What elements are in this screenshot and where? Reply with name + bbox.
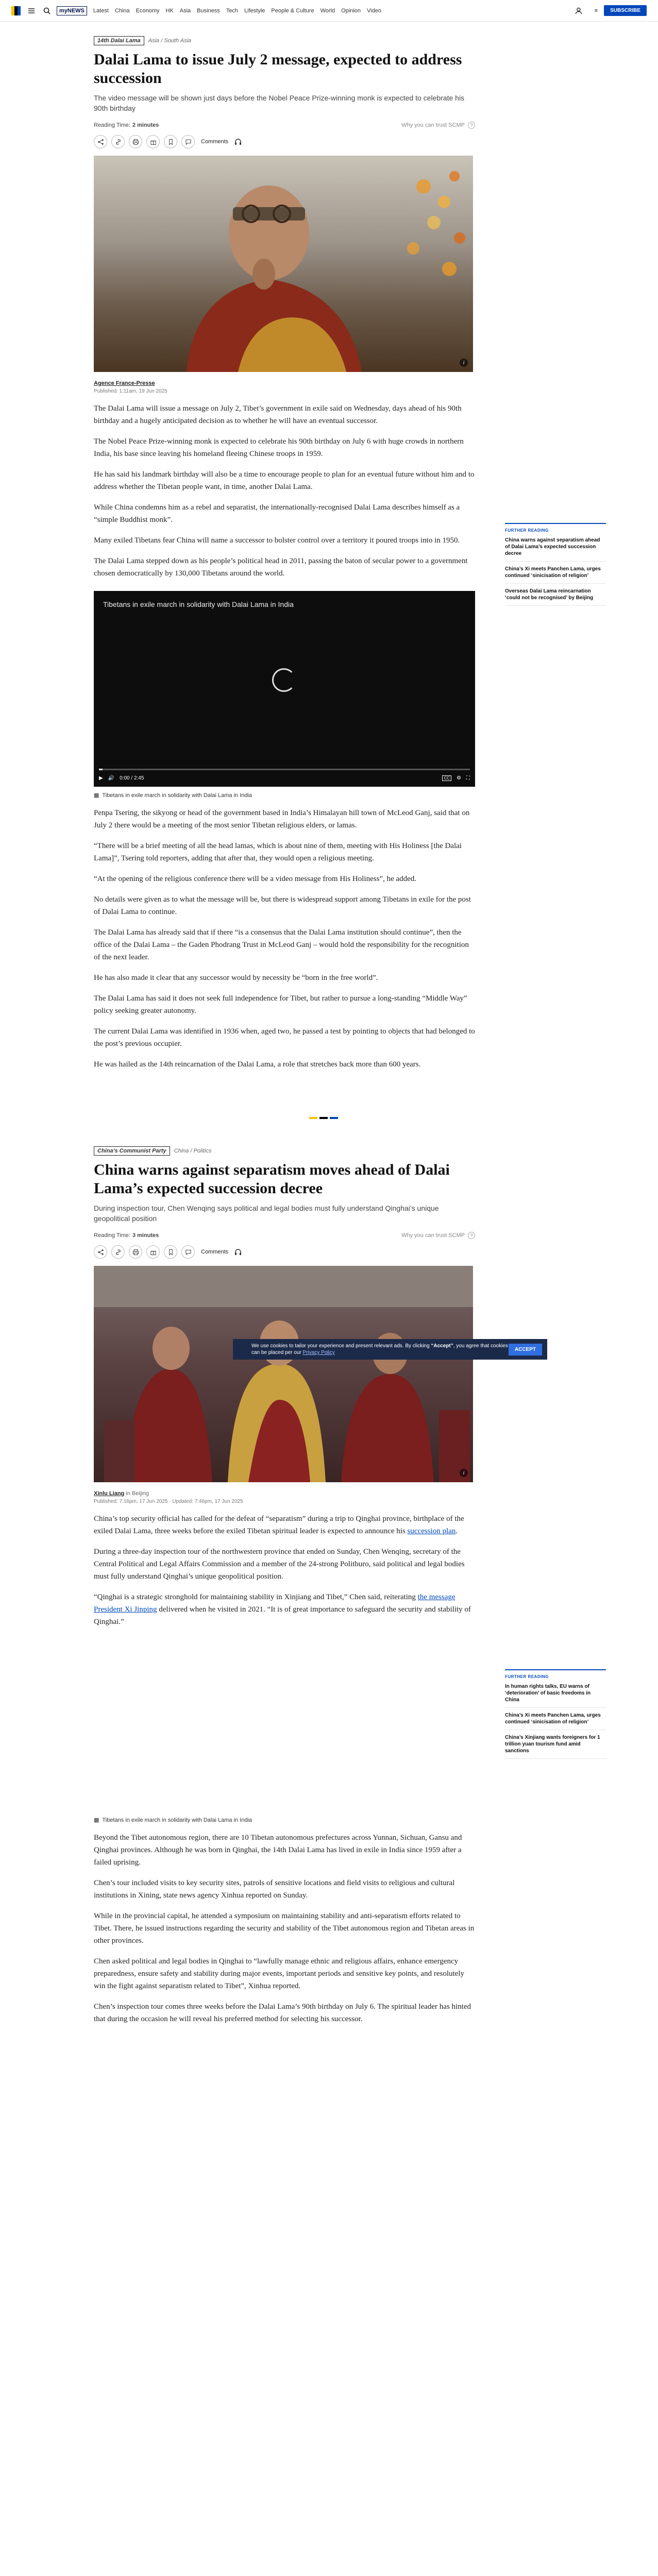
top-navigation xyxy=(0,0,658,22)
further-reading-sidebar xyxy=(505,1669,606,1759)
video-caption: Tibetans in exile march in solidarity with Dalai Lama in India xyxy=(102,1817,252,1823)
topic-tag[interactable]: 14th Dalai Lama xyxy=(94,36,144,45)
author-location: in Beijing xyxy=(126,1490,149,1497)
article-paragraph: The Nobel Peace Prize-winning monk is expected to celebrate his 90th birthday on July 6 with huge crowds in northern India, his base since leaving his homeland fleeing Chinese troops in 1959. xyxy=(94,437,464,458)
comment-icon[interactable] xyxy=(181,1245,195,1259)
search-icon[interactable] xyxy=(41,5,53,16)
volume-icon[interactable]: 🔊 xyxy=(108,775,115,781)
nav-link[interactable]: Tech xyxy=(226,7,239,14)
article-paragraph: Chen’s tour included visits to key security sites, patrols of sensitive locations and field visits to religious and cultural institutions in Xining, state news agency Xinhua reported on Sunday. xyxy=(94,1879,455,1900)
user-icon[interactable] xyxy=(573,5,584,16)
further-reading-item[interactable]: China warns against separatism ahead of Dalai Lama’s expected succession decree xyxy=(505,533,606,562)
breadcrumb xyxy=(94,36,568,45)
subscribe-button[interactable]: SUBSCRIBE xyxy=(604,5,647,16)
play-icon[interactable]: ▶ xyxy=(99,775,103,781)
gift-icon[interactable] xyxy=(146,1245,160,1259)
reading-time-value: 3 minutes xyxy=(132,1232,159,1239)
captions-icon[interactable]: CC xyxy=(442,775,451,781)
article-paragraph: While in the provincial capital, he attended a symposium on maintaining stability and anti-separatism efforts related to Tibet. There, he issued instructions regarding the security and stability of the Tibet autonomous region and Tibetan areas in other provinces. xyxy=(94,1912,475,1945)
nav-link[interactable]: Economy xyxy=(136,7,160,14)
article-paragraph: “Qinghai is a strategic stronghold for maintaining stability in Xinjiang and Tibet,” Chen said, reiterating the message President Xi Jinping delivered when he visited in 2021. “It is of great importance to safeguard the security and stability of Qinghai.” xyxy=(94,1593,471,1626)
headphones-icon[interactable] xyxy=(232,136,244,147)
nav-link[interactable]: Lifestyle xyxy=(244,7,265,14)
article-paragraph: Chen asked political and legal bodies in Qinghai to “lawfully manage ethnic and religious affairs, enhance emergency preparedness, ensure safety and stability during major events, important periods and sensitive key points, and resolutely win the fight against separatism related to Tibet”, Xinhua reported. xyxy=(94,1957,464,1990)
share-icon[interactable] xyxy=(94,1245,107,1259)
article-end-marker xyxy=(309,1117,338,1119)
topic-tag[interactable]: China’s Communist Party xyxy=(94,1146,170,1156)
link-icon[interactable] xyxy=(111,1245,125,1259)
headphones-icon[interactable] xyxy=(232,1246,244,1258)
article-standfirst: During inspection tour, Chen Wenqing says political and legal bodies must fully understand Qinghai’s unique geopolitical position xyxy=(94,1204,439,1223)
share-toolbar xyxy=(94,135,568,148)
published-date: Published: 1:11am, 19 Jun 2025 xyxy=(94,388,167,394)
bookmark-icon[interactable] xyxy=(164,135,177,148)
question-icon[interactable]: ? xyxy=(468,1232,475,1239)
published-date: Published: 7:16pm, 17 Jun 2025 · Updated: 7:46pm, 17 Jun 2025 xyxy=(94,1499,243,1504)
trust-link[interactable]: Why you can trust SCMP xyxy=(401,122,465,128)
sidebar-label: FURTHER READING xyxy=(505,528,549,533)
share-toolbar xyxy=(94,1245,568,1259)
settings-gear-icon[interactable]: ⚙ xyxy=(457,775,461,781)
hero-photo-dalai-lama xyxy=(94,156,473,372)
inline-article-link[interactable]: the message President Xi Jinping xyxy=(94,1593,455,1614)
fullscreen-icon[interactable]: ⛶ xyxy=(466,775,470,781)
print-icon[interactable] xyxy=(129,135,142,148)
article-paragraph: “There will be a brief meeting of all the head lamas, which is about nine of them, meeting with His Holiness [the Dalai Lama]”, Tsering told reporters, adding that after that, they would open a religious meeting. xyxy=(94,842,462,862)
article-paragraph: The Dalai Lama has said it does not seek full independence for Tibet, but rather to pursue a long-standing “Middle Way” policy seeking greater autonomy. xyxy=(94,994,467,1015)
loading-spinner-icon xyxy=(272,668,296,692)
further-reading-item[interactable]: China’s Xi meets Panchen Lama, urges continued ‘sinicisation of religion’ xyxy=(505,1708,606,1730)
nav-link[interactable]: Opinion xyxy=(341,7,361,14)
article-paragraph: While China condemns him as a rebel and separatist, the internationally-recognised Dalai Lama describes himself as a “simple Buddhist monk”. xyxy=(94,503,460,524)
article-paragraph: Penpa Tsering, the sikyong or head of the government based in India’s Himalayan hill town of McLeod Ganj, said that on July 2 there would be a meeting of the most senior Tibetan religious elders, or lamas. xyxy=(94,809,470,829)
article-paragraph: Chen’s inspection tour comes three weeks before the Dalai Lama’s 90th birthday on July 6. The spiritual leader has hinted that during the occasion he will reveal his preferred method for selecting his successor. xyxy=(94,2003,471,2023)
article-paragraph: Beyond the Tibet autonomous region, there are 10 Tibetan autonomous prefectures across Yunnan, Sichuan, Gansu and Qinghai provinces. Although he was born in Qinghai, the 14th Dalai Lama has lived in exile in India since 1959 after a failed uprising. xyxy=(94,1834,462,1867)
video-player[interactable] xyxy=(94,591,475,787)
share-icon[interactable] xyxy=(94,135,107,148)
hero-illustration xyxy=(94,1266,473,1482)
nav-link[interactable]: Asia xyxy=(179,7,191,14)
article-body-continued xyxy=(94,1832,568,2025)
reading-time-value: 2 minutes xyxy=(132,122,159,128)
further-reading-item[interactable]: Overseas Dalai Lama reincarnation ‘could not be recognised’ by Beijing xyxy=(505,584,606,606)
hero-illustration xyxy=(94,156,473,372)
further-reading-item[interactable]: In human rights talks, EU warns of ‘deterioration’ of basic freedoms in China xyxy=(505,1679,606,1708)
article-paragraph: He has said his landmark birthday will also be a time to encourage people to plan for an eventual future without him and to address whether the Tibetan people want, in time, another Dalai Lama. xyxy=(94,470,475,491)
article-paragraph: He was hailed as the 14th reincarnation of the Dalai Lama, a role that stretches back more than 600 years. xyxy=(94,1060,421,1069)
nav-link[interactable]: Video xyxy=(367,7,381,14)
nav-links xyxy=(93,8,381,14)
cookie-text: We use cookies to tailor your experience and present relevant ads. By clicking “Accept”, you agree that cookies can be placed per our Privacy Policy xyxy=(251,1343,508,1355)
article-body xyxy=(94,1513,568,1628)
reading-time-label: Reading Time: xyxy=(94,1232,130,1239)
article-paragraph: The Dalai Lama will issue a message on July 2, Tibet’s government in exile said on Wednesday, days ahead of his 90th birthday and a hugely anticipated decision as to whether he will have an eventual successor. xyxy=(94,404,462,425)
nav-link[interactable]: World xyxy=(320,7,335,14)
article-paragraph: “At the opening of the religious conference there will be a video message from His Holiness”, he added. xyxy=(94,875,417,883)
link-icon[interactable] xyxy=(111,135,125,148)
comments-link[interactable]: Comments xyxy=(201,139,229,145)
photo-info-icon[interactable]: i xyxy=(460,1469,468,1477)
article-title: Dalai Lama to issue July 2 message, expected to address succession xyxy=(94,51,462,87)
menu-icon[interactable] xyxy=(26,5,37,16)
trust-link[interactable]: Why you can trust SCMP xyxy=(401,1232,465,1239)
article-paragraph: The Dalai Lama has already said that if there “is a consensus that the Dalai Lama institution should continue”, then the office of the Dalai Lama – the Gaden Phodrang Trust in McLeod Ganj – would hold the responsibility for the recognition of the next leader. xyxy=(94,928,469,961)
article-paragraph: No details were given as to what the message will be, but there is widespread support among Tibetans in exile for the post of Dalai Lama to continue. xyxy=(94,895,471,916)
inline-article-link[interactable]: succession plan xyxy=(407,1527,456,1535)
video-caption: Tibetans in exile march in solidarity with Dalai Lama in India xyxy=(102,792,252,799)
video-title: Tibetans in exile march in solidarity with Dalai Lama in India xyxy=(103,600,294,608)
nav-link[interactable]: China xyxy=(114,7,130,14)
article-paragraph: During a three-day inspection tour of the northwestern province that ended on Sunday, Chen Wenqing, secretary of the Central Political and Legal Affairs Commission and a member of the 24-strong Politburo, said political and legal bodies must fully understand Qinghai’s unique geopolitical position. xyxy=(94,1548,465,1581)
cookie-consent-banner xyxy=(233,1339,547,1360)
author-name[interactable]: Xinlu Liang xyxy=(94,1490,125,1497)
further-reading-sidebar xyxy=(505,523,606,606)
section-link[interactable]: China / Politics xyxy=(174,1148,212,1154)
comments-link[interactable]: Comments xyxy=(201,1249,229,1255)
print-icon[interactable] xyxy=(129,1245,142,1259)
article-standfirst: The video message will be shown just days before the Nobel Peace Prize-winning monk is expected to celebrate his 90th birthday xyxy=(94,94,465,112)
article-paragraph: The Dalai Lama stepped down as his people’s political head in 2011, passing the baton of secular power to a government chosen democratically by 130,000 Tibetans around the world. xyxy=(94,557,468,578)
gift-icon[interactable] xyxy=(146,135,160,148)
bookmark-icon[interactable] xyxy=(164,1245,177,1259)
article-dalai-lama-message xyxy=(94,36,568,1071)
nav-link[interactable]: HK xyxy=(165,7,174,14)
breadcrumb xyxy=(94,1146,568,1156)
comment-icon[interactable] xyxy=(181,135,195,148)
article-paragraph: Many exiled Tibetans fear China will name a successor to bolster control over a territory it poured troops into in 1950. xyxy=(94,536,460,545)
article-body-continued xyxy=(94,807,568,1071)
author-name[interactable]: Agence France-Presse xyxy=(94,380,155,386)
edition-menu-icon[interactable]: ≡ xyxy=(594,7,598,14)
nav-link[interactable]: Business xyxy=(197,7,220,14)
video-camera-icon: ▩ xyxy=(94,792,99,799)
article-paragraph: He has also made it clear that any successor would by necessity be “born in the free world”. xyxy=(94,974,378,982)
article-china-separatism xyxy=(94,1146,568,2025)
nav-link[interactable]: People & Culture xyxy=(271,7,314,14)
further-reading-item[interactable]: China’s Xinjiang wants foreigners for 1 trillion yuan tourism fund amid sanctions xyxy=(505,1730,606,1759)
nav-link[interactable]: Latest xyxy=(93,7,109,14)
cookie-accept-button[interactable]: ACCEPT xyxy=(509,1344,542,1355)
video-camera-icon: ▩ xyxy=(94,1817,99,1823)
further-reading-item[interactable]: China’s Xi meets Panchen Lama, urges continued ‘sinicisation of religion’ xyxy=(505,562,606,584)
video-placeholder xyxy=(94,1636,475,1811)
section-link[interactable]: Asia / South Asia xyxy=(148,38,192,44)
question-icon[interactable]: ? xyxy=(468,122,475,129)
photo-info-icon[interactable]: i xyxy=(460,359,468,367)
article-paragraph: China’s top security official has called for the defeat of “separatism” during a trip to Qinghai province, birthplace of the exiled Dalai Lama, three weeks before the exiled Tibetan spiritual leader is expected to announce his succession plan. xyxy=(94,1515,464,1535)
reading-time-label: Reading Time: xyxy=(94,122,130,128)
mynews-button[interactable]: myNEWS xyxy=(57,6,87,15)
article-title: China warns against separatism moves ahead of Dalai Lama’s expected succession decree xyxy=(94,1161,450,1197)
video-time: 0:00 / 2:45 xyxy=(120,775,144,781)
hero-photo-monks xyxy=(94,1266,536,1482)
privacy-policy-link[interactable]: Privacy Policy xyxy=(302,1350,335,1355)
scmp-logo-mark[interactable] xyxy=(11,6,21,15)
video-progress-bar[interactable] xyxy=(99,769,470,770)
sidebar-label: FURTHER READING xyxy=(505,1674,549,1679)
article-paragraph: The current Dalai Lama was identified in 1936 when, aged two, he passed a test by pointing to objects that had belonged to the post’s previous occupier. xyxy=(94,1027,475,1048)
article-body xyxy=(94,402,568,580)
